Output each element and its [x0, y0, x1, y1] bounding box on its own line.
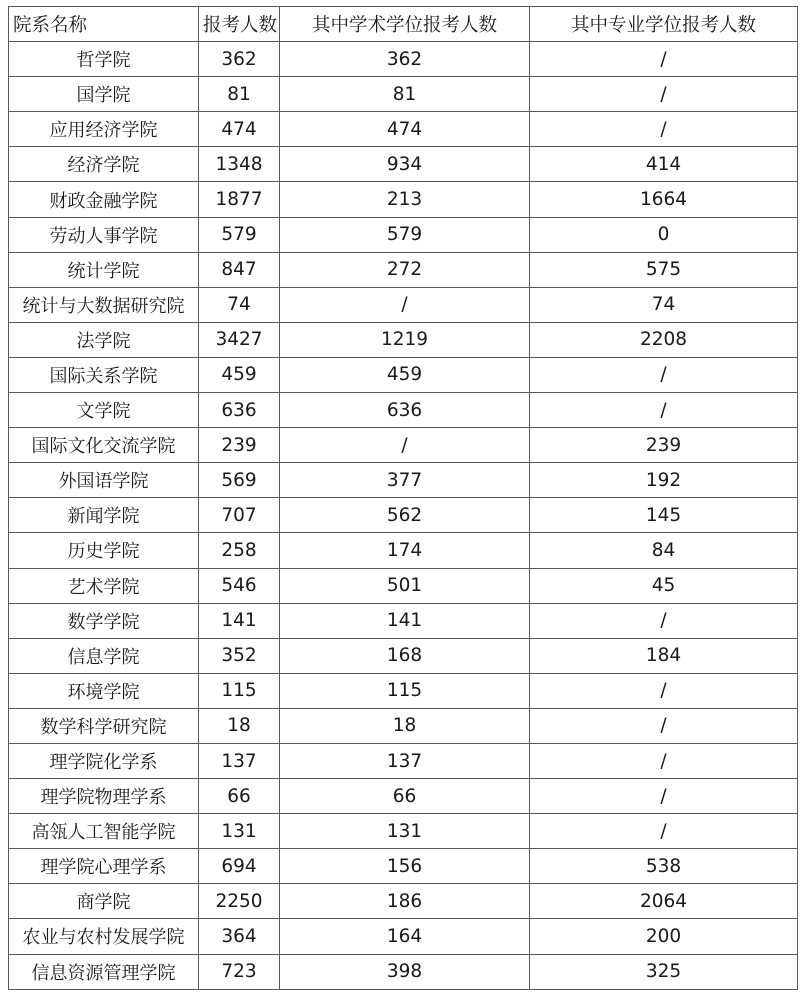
cell-department: 理学院化学系 [9, 743, 199, 778]
table-row [9, 498, 798, 533]
cell-total-applicants: 66 [199, 779, 280, 814]
cell-total-applicants: 131 [199, 814, 280, 849]
cell-professional-applicants: 184 [530, 638, 798, 673]
cell-total-applicants: 2250 [199, 884, 280, 919]
table-row [9, 393, 798, 428]
cell-academic-applicants: 501 [280, 568, 530, 603]
cell-academic-applicants: 168 [280, 638, 530, 673]
cell-academic-applicants: 934 [280, 147, 530, 182]
table-header [9, 7, 798, 42]
cell-academic-applicants: 1219 [280, 322, 530, 357]
cell-professional-applicants: 200 [530, 919, 798, 954]
cell-department: 数学学院 [9, 603, 199, 638]
enrollment-table-container [8, 6, 797, 990]
cell-professional-applicants: 1664 [530, 182, 798, 217]
cell-total-applicants: 569 [199, 463, 280, 498]
header-row [9, 7, 798, 42]
cell-total-applicants: 546 [199, 568, 280, 603]
cell-academic-applicants: 164 [280, 919, 530, 954]
cell-academic-applicants: 362 [280, 42, 530, 77]
table-row [9, 357, 798, 392]
cell-academic-applicants: 579 [280, 217, 530, 252]
cell-academic-applicants: / [280, 428, 530, 463]
table-row [9, 568, 798, 603]
cell-total-applicants: 141 [199, 603, 280, 638]
cell-department: 信息学院 [9, 638, 199, 673]
cell-academic-applicants: 137 [280, 743, 530, 778]
table-row [9, 814, 798, 849]
table-row [9, 463, 798, 498]
cell-department: 高瓴人工智能学院 [9, 814, 199, 849]
cell-total-applicants: 115 [199, 673, 280, 708]
cell-total-applicants: 847 [199, 252, 280, 287]
cell-total-applicants: 137 [199, 743, 280, 778]
cell-department: 文学院 [9, 393, 199, 428]
cell-academic-applicants: 131 [280, 814, 530, 849]
cell-professional-applicants: 414 [530, 147, 798, 182]
header-total-applicants: 报考人数 [199, 7, 280, 42]
table-row [9, 112, 798, 147]
table-row [9, 287, 798, 322]
header-academic-applicants: 其中学术学位报考人数 [280, 7, 530, 42]
cell-department: 信息资源管理学院 [9, 954, 199, 989]
cell-professional-applicants: / [530, 743, 798, 778]
cell-department: 国际文化交流学院 [9, 428, 199, 463]
cell-department: 环境学院 [9, 673, 199, 708]
cell-academic-applicants: 81 [280, 77, 530, 112]
cell-professional-applicants: / [530, 357, 798, 392]
cell-department: 农业与农村发展学院 [9, 919, 199, 954]
cell-department: 历史学院 [9, 533, 199, 568]
cell-department: 数学科学研究院 [9, 708, 199, 743]
cell-department: 理学院物理学系 [9, 779, 199, 814]
header-professional-applicants: 其中专业学位报考人数 [530, 7, 798, 42]
table-row [9, 217, 798, 252]
cell-academic-applicants: 636 [280, 393, 530, 428]
cell-total-applicants: 362 [199, 42, 280, 77]
cell-academic-applicants: 459 [280, 357, 530, 392]
table-row [9, 42, 798, 77]
cell-total-applicants: 81 [199, 77, 280, 112]
cell-total-applicants: 364 [199, 919, 280, 954]
cell-total-applicants: 1877 [199, 182, 280, 217]
cell-total-applicants: 352 [199, 638, 280, 673]
cell-professional-applicants: 145 [530, 498, 798, 533]
cell-department: 国际关系学院 [9, 357, 199, 392]
cell-academic-applicants: 562 [280, 498, 530, 533]
cell-total-applicants: 579 [199, 217, 280, 252]
cell-total-applicants: 459 [199, 357, 280, 392]
cell-academic-applicants: 141 [280, 603, 530, 638]
table-row [9, 779, 798, 814]
cell-professional-applicants: / [530, 814, 798, 849]
cell-academic-applicants: 115 [280, 673, 530, 708]
table-row [9, 638, 798, 673]
cell-total-applicants: 3427 [199, 322, 280, 357]
cell-department: 劳动人事学院 [9, 217, 199, 252]
cell-department: 统计与大数据研究院 [9, 287, 199, 322]
cell-total-applicants: 636 [199, 393, 280, 428]
cell-total-applicants: 18 [199, 708, 280, 743]
table-row [9, 919, 798, 954]
table-row [9, 428, 798, 463]
table-row [9, 252, 798, 287]
cell-academic-applicants: 18 [280, 708, 530, 743]
enrollment-table [8, 6, 798, 990]
cell-department: 法学院 [9, 322, 199, 357]
table-row [9, 708, 798, 743]
cell-academic-applicants: 156 [280, 849, 530, 884]
cell-academic-applicants: / [280, 287, 530, 322]
cell-professional-applicants: / [530, 42, 798, 77]
cell-professional-applicants: 575 [530, 252, 798, 287]
table-row [9, 849, 798, 884]
cell-total-applicants: 1348 [199, 147, 280, 182]
cell-professional-applicants: 74 [530, 287, 798, 322]
cell-professional-applicants: / [530, 77, 798, 112]
table-row [9, 147, 798, 182]
cell-professional-applicants: 45 [530, 568, 798, 603]
cell-professional-applicants: 0 [530, 217, 798, 252]
cell-total-applicants: 707 [199, 498, 280, 533]
cell-professional-applicants: / [530, 603, 798, 638]
table-row [9, 182, 798, 217]
cell-professional-applicants: 84 [530, 533, 798, 568]
cell-department: 国学院 [9, 77, 199, 112]
table-row [9, 673, 798, 708]
cell-academic-applicants: 174 [280, 533, 530, 568]
cell-professional-applicants: 2064 [530, 884, 798, 919]
cell-professional-applicants: / [530, 393, 798, 428]
table-row [9, 603, 798, 638]
cell-total-applicants: 239 [199, 428, 280, 463]
cell-department: 统计学院 [9, 252, 199, 287]
cell-academic-applicants: 66 [280, 779, 530, 814]
table-row [9, 884, 798, 919]
cell-total-applicants: 74 [199, 287, 280, 322]
cell-academic-applicants: 474 [280, 112, 530, 147]
cell-department: 商学院 [9, 884, 199, 919]
cell-professional-applicants: 325 [530, 954, 798, 989]
header-department: 院系名称 [9, 7, 199, 42]
cell-professional-applicants: 538 [530, 849, 798, 884]
cell-department: 哲学院 [9, 42, 199, 77]
cell-academic-applicants: 398 [280, 954, 530, 989]
cell-professional-applicants: 2208 [530, 322, 798, 357]
cell-department: 理学院心理学系 [9, 849, 199, 884]
cell-department: 应用经济学院 [9, 112, 199, 147]
table-body [9, 42, 798, 990]
cell-department: 经济学院 [9, 147, 199, 182]
table-row [9, 77, 798, 112]
cell-total-applicants: 694 [199, 849, 280, 884]
cell-total-applicants: 474 [199, 112, 280, 147]
cell-academic-applicants: 377 [280, 463, 530, 498]
cell-professional-applicants: 192 [530, 463, 798, 498]
cell-department: 新闻学院 [9, 498, 199, 533]
cell-total-applicants: 723 [199, 954, 280, 989]
table-row [9, 954, 798, 989]
cell-professional-applicants: / [530, 673, 798, 708]
table-row [9, 322, 798, 357]
cell-department: 外国语学院 [9, 463, 199, 498]
table-row [9, 533, 798, 568]
cell-total-applicants: 258 [199, 533, 280, 568]
cell-department: 艺术学院 [9, 568, 199, 603]
cell-academic-applicants: 272 [280, 252, 530, 287]
cell-department: 财政金融学院 [9, 182, 199, 217]
table-row [9, 743, 798, 778]
cell-professional-applicants: / [530, 112, 798, 147]
cell-academic-applicants: 213 [280, 182, 530, 217]
cell-professional-applicants: / [530, 779, 798, 814]
cell-professional-applicants: / [530, 708, 798, 743]
cell-professional-applicants: 239 [530, 428, 798, 463]
cell-academic-applicants: 186 [280, 884, 530, 919]
